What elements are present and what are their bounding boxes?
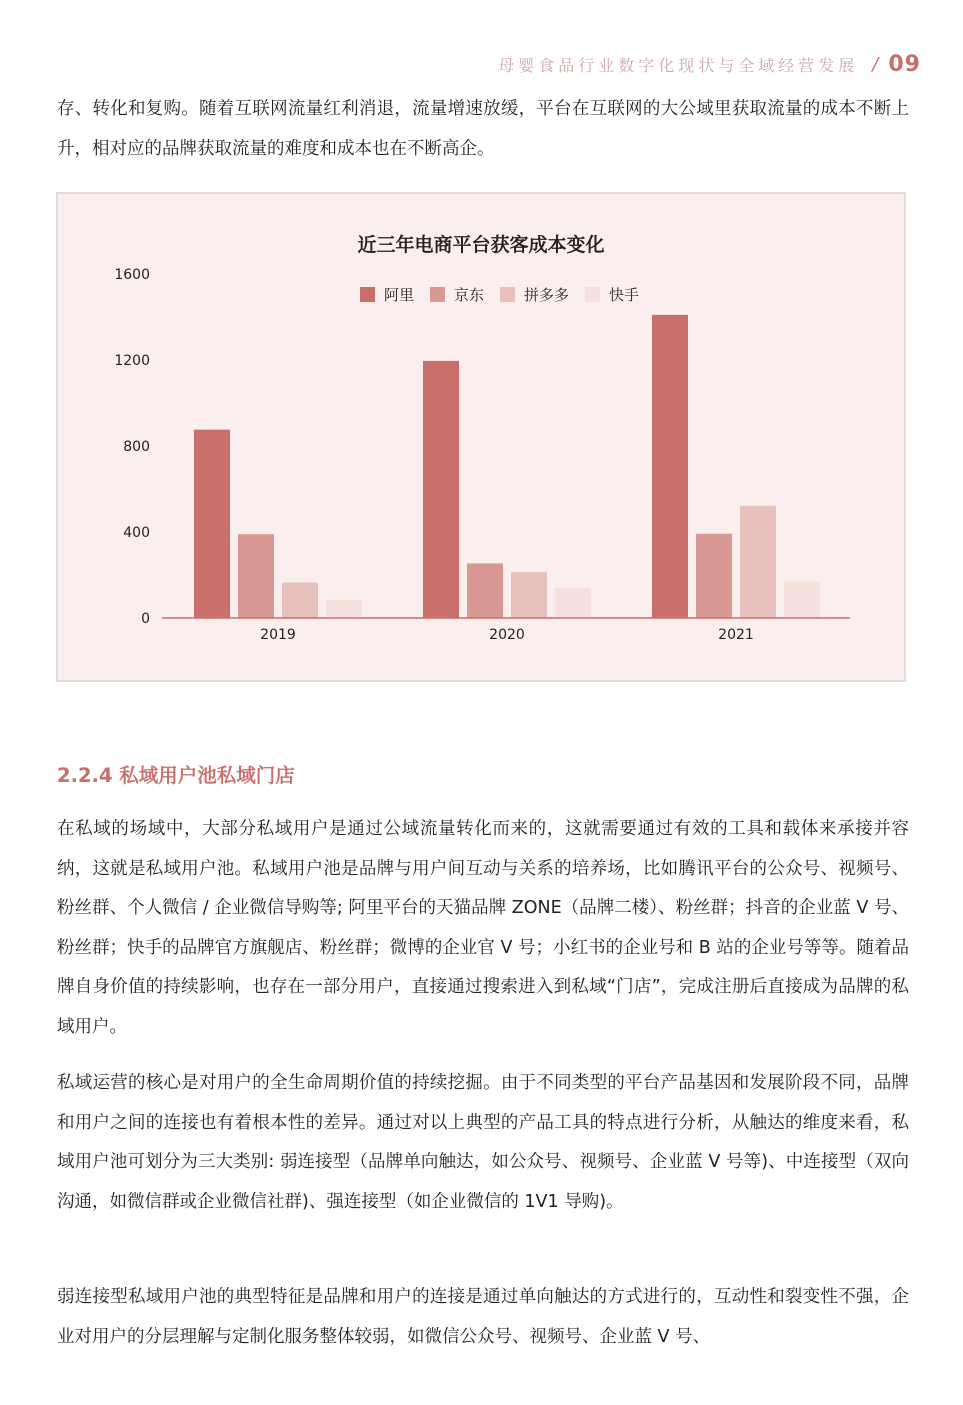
y-tick-label-1600: 1600 [114, 267, 150, 283]
paragraph-private-pool: 在私域的场域中，大部分私域用户是通过公域流量转化而来的，这就需要通过有效的工具和载体来承接并容纳，这就是私域用户池。私域用户池是品牌与用户间互动与关系的培养场，比如腾讯平台的公众号、视频号、粉丝群、个人微信 / 企业微信导购等; 阿里平台的天猫品牌 ZONE（品牌二楼）、粉丝群；抖音的企业蓝 V 号、粉丝群；快手的品牌官方旗舰店、粉丝群；微博的企业官 V 号；小红书的企业号和 B 站的企业号等等。随着品牌自身价值的持续影响，也存在一部分用户，直接通过搜索进入到私域“门店”，完成注册后直接成为品牌的私域用户。 [57, 819, 909, 1037]
section-title: 2.2.4 私域用户池私域门店 [57, 764, 295, 787]
legend-label-jd: 京东 [454, 286, 485, 304]
legend-label-kuaishou: 快手 [609, 286, 640, 304]
legend-label-pdd: 拼多多 [524, 286, 570, 304]
legend-label-ali: 阿里 [384, 286, 415, 304]
bar-2020-2 [511, 572, 547, 618]
y-tick-label-1200: 1200 [114, 353, 150, 369]
x-tick-label-2020: 2020 [489, 627, 525, 643]
bar-2021-2 [740, 506, 776, 618]
page-header [498, 52, 921, 77]
paragraph-weak-link: 弱连接型私域用户池的典型特征是品牌和用户的连接是通过单向触达的方式进行的，互动性和裂变性不强，企业对用户的分层理解与定制化服务整体较弱，如微信公众号、视频号、企业蓝 V 号、 [57, 1287, 909, 1347]
bar-2021-0 [652, 315, 688, 618]
page-number: 09 [888, 52, 921, 77]
paragraph-core-ops: 私域运营的核心是对用户的全生命周期价值的持续挖掘。由于不同类型的平台产品基因和发展阶段不同，品牌和用户之间的连接也有着根本性的差异。通过对以上典型的产品工具的特点进行分析，从触达的维度来看，私域用户池可划分为三大类别: 弱连接型（品牌单向触达，如公众号、视频号、企业蓝 V 号等)、中连接型（双向沟通，如微信群或企业微信社群)、强连接型（如企业微信的 1V1 导购)。 [57, 1073, 909, 1212]
bar-chart [58, 194, 904, 680]
chart-container [56, 192, 906, 682]
header-slash: / [872, 54, 879, 75]
bar-2020-1 [467, 563, 503, 618]
paragraph-intro: 存、转化和复购。随着互联网流量红利消退，流量增速放缓，平台在互联网的大公域里获取流量的成本不断上升，相对应的品牌获取流量的难度和成本也在不断高企。 [57, 99, 909, 159]
y-tick-label-0: 0 [141, 611, 150, 627]
bar-2020-3 [555, 588, 591, 618]
x-tick-label-2021: 2021 [718, 627, 754, 643]
bar-2019-3 [326, 600, 362, 618]
bar-2019-1 [238, 534, 274, 618]
bar-2020-0 [423, 361, 459, 618]
bar-2021-1 [696, 534, 732, 618]
bar-2019-2 [282, 583, 318, 618]
y-tick-label-800: 800 [123, 439, 150, 455]
chart-title: 近三年电商平台获客成本变化 [357, 234, 605, 256]
header-title: 母婴食品行业数字化现状与全域经营发展 [498, 56, 859, 75]
bar-2021-3 [784, 582, 820, 618]
x-tick-label-2019: 2019 [260, 627, 296, 643]
y-tick-label-400: 400 [123, 525, 150, 541]
bar-2019-0 [194, 430, 230, 618]
